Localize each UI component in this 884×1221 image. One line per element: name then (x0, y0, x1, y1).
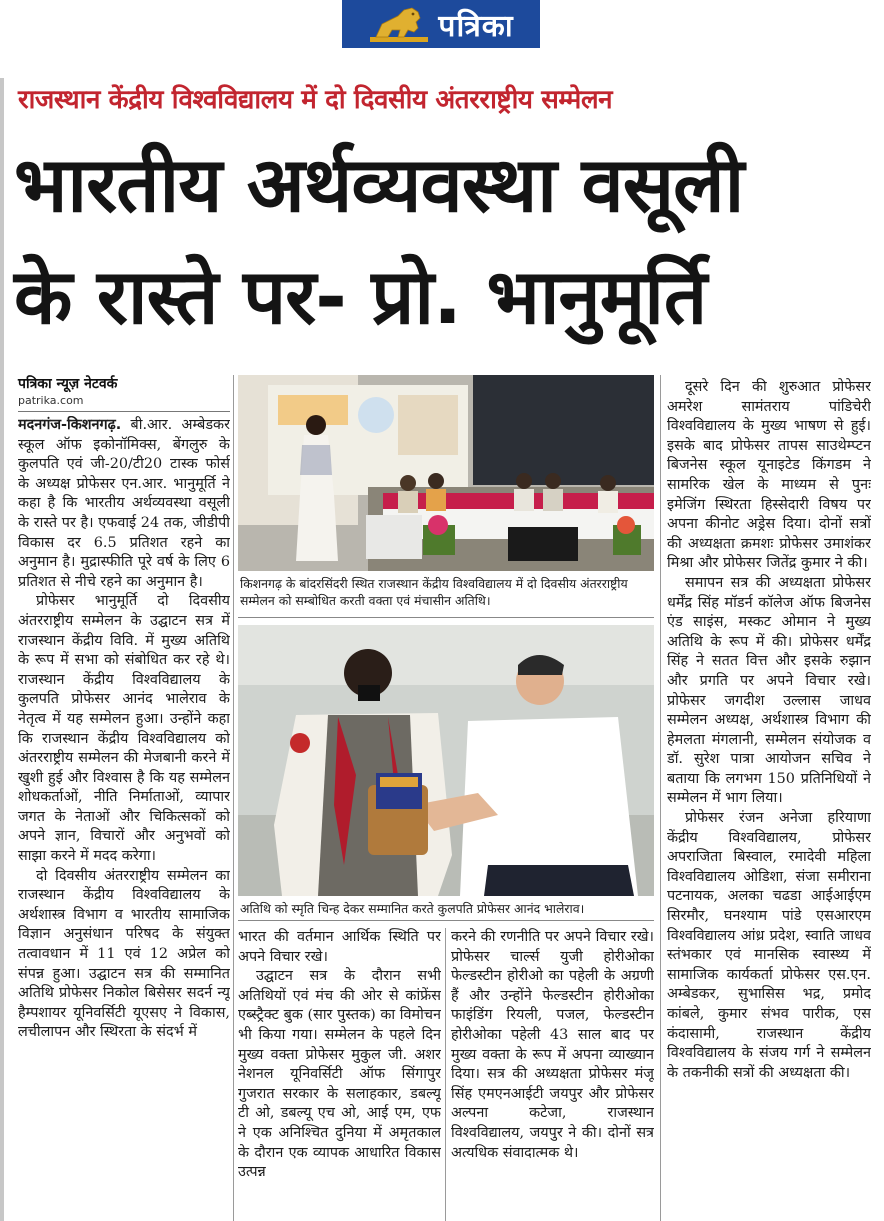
caption-divider (238, 920, 654, 921)
column-divider (660, 375, 661, 1221)
conference-stage-illustration (238, 375, 654, 571)
paragraph-text: बी.आर. अम्बेडकर स्कूल ऑफ इकोनॉमिक्स, बेंगलुरु के कुलपति एवं जी-20/टी20 टास्क फोर्स के अध्यक्ष प्रोफेसर एन.आर. भानुमूर्ति ने कहा है कि भारतीय अर्थव्यवस्था वसूली के रास्ते पर है। एफवाई 24 तक, जीडीपी विकास दर 6.5 प्रतिशत रहने का अनुमान है। मुद्रास्फीति पूरे वर्ष के लिए 6 प्रतिशत से नीचे रहने का अनुमान है। (18, 417, 230, 590)
article-column-2a (238, 928, 441, 1221)
paragraph: भारत की वर्तमान आर्थिक स्थिति पर अपने विचार रखे। (238, 929, 441, 965)
article-column-1 (18, 416, 230, 1221)
paragraph: प्रोफेसर भानुमूर्ति दो दिवसीय अंतरराष्ट्रीय सम्मेलन के उद्घाटन सत्र में राजस्थान केंद्रीय विवि. में मुख्य अतिथि के रूप में सभा को संबोधित कर रहे थे। राजस्थान केंद्रीय विश्वविद्यालय के कुलपति प्रोफेसर आनंद भालेराव के नेतृत्व में यह सम्मेलन हुआ। उन्होंने कहा कि राजस्थान केंद्रीय विश्वविद्यालय को अंतरराष्ट्रीय सम्मेलन की मेजबानी करने में खुशी हुई और विश्वास है कि यह सम्मेलन शोधकर्ताओं, नीति निर्माताओं, व्यापार जगत के नेताओं और चिकित्सकों को अपने ज्ञान, विचारों और अनुभवों को साझा करने में मदद करेगा। (18, 593, 230, 865)
byline-website: patrika.com (18, 394, 84, 407)
paragraph: समापन सत्र की अध्यक्षता प्रोफेसर धर्मेंद्र सिंह मॉडर्न कॉलेज ऑफ बिजनेस एंड साइंस, मस्कट ओमान ने मुख्य अतिथि के रूप में की। प्रोफेसर धर्मेंद्र सिंह ने सतत वित्त और इसके रुझान और प्रगति पर अपने विचार रखे। प्रोफेसर जगदीश उल्लास जाधव सम्मेलन अध्यक्ष, अर्थशास्त्र विभाग की हेमलता मंगलानी, सम्मेलन संयोजक व डॉ. सुरेश पात्रा आयोजन सचिव ने बताया कि लगभग 150 प्रतिनिधियों ने सम्मेलन में भाग लिया। (667, 574, 871, 807)
paragraph: उद्घाटन सत्र के दौरान सभी अतिथियों एवं मंच की ओर से कांफ्रेंस एब्स्ट्रैक्ट बुक (सार पुस्तक) का विमोचन भी किया गया। सम्मेलन के पहले दिन मुख्य वक्ता प्रोफेसर मुकुल जी. अशर नेशनल यूनिवर्सिटी ऑफ सिंगापुर गुजरात सरकार के सलाहकार, डबल्यू टी ओ, डबल्यू एच ओ, आई एम, एफ ने एक अनिश्चित दुनिया में अमृतकाल के दौरान एक व्यापक आधारित विकास उत्पन्न (238, 968, 441, 1181)
headline-line-2: के रास्ते पर- प्रो. भानुमूर्ति (14, 252, 707, 341)
brand-name: पत्रिका (438, 8, 514, 44)
byline-divider (18, 411, 230, 412)
paragraph: दूसरे दिन की शुरुआत प्रोफेसर अमरेश सामंतराय पांडिचेरी विश्वविद्यालय के मुख्य भाषण से हुई। इसके बाद प्रोफेसर तापस साउथेम्प्टन बिजनेस स्कूल यूनाइटेड किंगडम ने सामरिक खेल के माध्यम से पुनः इमेजिंग स्थिरता हिस्सेदारी विषय पर अपना कीनोट अड्रेस दिया। दोनों सत्रों की अध्यक्षता क्रमशः प्रोफेसर उमाशंकर मिश्रा और प्रोफेसर जितेंद्र कुमार ने की। (667, 379, 871, 572)
photo-caption-1: किशनगढ़ के बांदरसिंदरी स्थित राजस्थान केंद्रीय विश्वविद्यालय में दो दिवसीय अंतरराष्ट्रीय सम्मेलन को सम्बोधित करती वक्ता एवं मंचासीन अतिथि। (240, 576, 628, 608)
column-divider (233, 375, 234, 1221)
column-divider (445, 928, 446, 1221)
article-column-3 (667, 378, 871, 1221)
paragraph: दो दिवसीय अंतरराष्ट्रीय सम्मेलन का राजस्थान केंद्रीय विश्वविद्यालय के अर्थशास्त्र विभाग व भारतीय सामाजिक विज्ञान अनुसंधान परिषद के संयुक्त तत्वावधान में 11 एवं 12 अप्रेल को संपन्न हुआ। उद्घाटन सत्र की सम्मानित अतिथि प्रोफेसर निकोल बिसेसर सदर्न न्यू हैम्पशायर यूनिवर्सिटी यूएसए ने विकास, लचीलापन और स्थिरता के संदर्भ में (18, 867, 230, 1041)
memento-presentation-illustration (238, 625, 654, 896)
paragraph: करने की रणनीति पर अपने विचार रखे। प्रोफेसर चार्ल्स युजी होरीओका फेल्डस्टीन होरीओ का पहेली के अग्रणी हैं और उन्होंने फेल्डस्टीन होरीओका फाइंडिंग रियली, पजल, फेल्डस्टीन होरीओका पहेली 43 साल बाद पर मुख्य वक्ता के रूप में अपना व्याख्यान दिया। सत्र की अध्यक्षता प्रोफेसर मंजू सिंह एमएनआईटी जयपुर और प्रोफेसर अल्पना कटेजा, राजस्थान विश्वविद्यालय, जयपुर ने की। दोनों सत्र अत्यधिक संवादात्मक थे। (451, 929, 654, 1161)
byline-agency: पत्रिका न्यूज़ नेटवर्क (18, 376, 118, 392)
paragraph (18, 416, 230, 592)
masthead-logo (342, 0, 540, 48)
photo-caption-2: अतिथि को स्मृति चिन्ह देकर सम्मानित करते कुलपति प्रोफेसर आनंद भालेराव। (240, 901, 585, 916)
headline-line-1: भारतीय अर्थव्यवस्था वसूली (14, 140, 744, 229)
page-edge-rule (0, 78, 4, 1221)
paragraph: प्रोफेसर रंजन अनेजा हरियाणा केंद्रीय विश्वविद्यालय, प्रोफेसर अपराजिता बिस्वाल, रमादेवी महिला विश्वविद्यालय ओडिशा, संजा समीराना पटनायक, अलका चढडा आईआईएम सिरमौर, घनश्याम पांडे एसआरएम विश्वविद्यालय आंध्र प्रदेश, स्वाति जाधव स्तंभकार एवं मानसिक स्वास्थ्य में सामाजिक कार्यकर्ता प्रोफेसर एस.एन. अम्बेडकर, सुभासिस भद्र, प्रमोद कांबले, कुमार संभव पारीक, एस कंदासामी, राजस्थान केंद्रीय विश्वविद्यालय के संजय गर्ग ने सम्मेलन के तकनीकी सत्रों की अध्यक्षता की। (667, 810, 871, 1081)
article-column-2b (451, 928, 654, 1221)
memento-presentation-photo (238, 625, 654, 896)
caption-divider (238, 617, 654, 618)
lion-icon (368, 4, 430, 44)
conference-stage-photo (238, 375, 654, 571)
kicker-headline: राजस्थान केंद्रीय विश्वविद्यालय में दो दिवसीय अंतरराष्ट्रीय सम्मेलन (18, 85, 613, 115)
dateline: मदनगंज-किशनगढ़. (18, 417, 122, 433)
